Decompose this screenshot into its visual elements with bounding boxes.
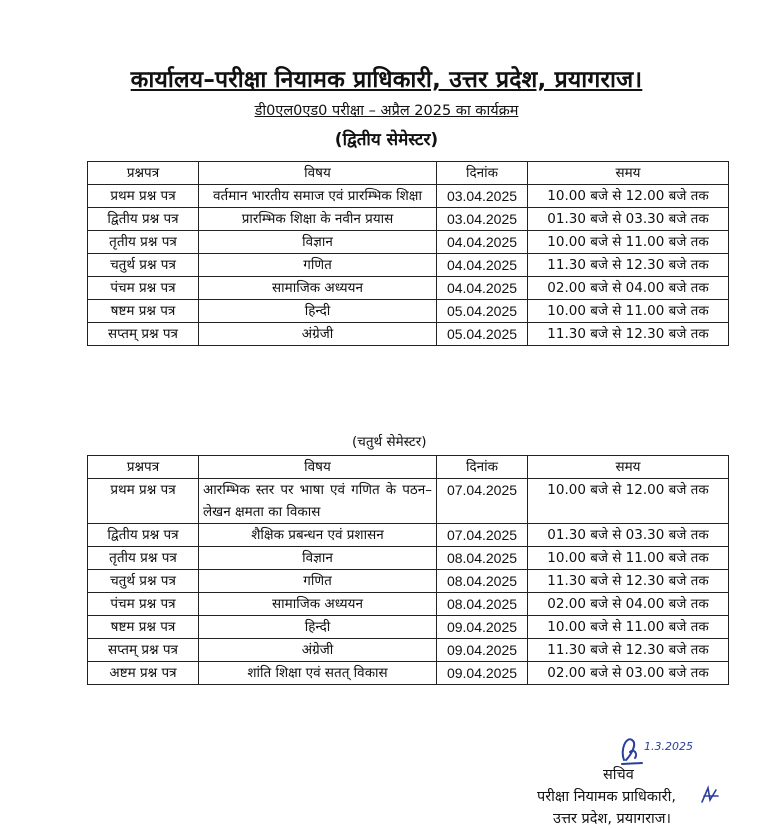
column-header-date: दिनांक: [437, 162, 528, 185]
date-cell: 07.04.2025: [437, 524, 528, 547]
schedule-table-fourth-semester: [87, 455, 729, 685]
time-cell: 10.00 बजे से 11.00 बजे तक: [528, 300, 729, 323]
subject-cell: विज्ञान: [199, 547, 437, 570]
table-row: [88, 570, 729, 593]
date-cell: 03.04.2025: [437, 208, 528, 231]
time-cell: 02.00 बजे से 03.00 बजे तक: [528, 662, 729, 685]
subject-cell: अंग्रेजी: [199, 323, 437, 346]
date-cell: 09.04.2025: [437, 662, 528, 685]
table-row: [88, 639, 729, 662]
column-header-subject: विषय: [199, 162, 437, 185]
signature-date: 1.3.2025: [644, 740, 693, 753]
time-cell: 01.30 बजे से 03.30 बजे तक: [528, 208, 729, 231]
authority-line-2: उत्तर प्रदेश, प्रयागराज।: [553, 811, 672, 827]
time-cell: 11.30 बजे से 12.30 बजे तक: [528, 639, 729, 662]
time-cell: 10.00 बजे से 11.00 बजे तक: [528, 547, 729, 570]
semester-heading-second: (द्वितीय सेमेस्टर): [334, 130, 439, 150]
office-title: कार्यालय–परीक्षा नियामक प्राधिकारी, उत्तर प्रदेश, प्रयागराज।: [130, 67, 643, 93]
time-cell: 11.30 बजे से 12.30 बजे तक: [528, 323, 729, 346]
column-header-paper: प्रश्नपत्र: [88, 456, 199, 479]
table-row: [88, 300, 729, 323]
subject-cell: हिन्दी: [199, 616, 437, 639]
table-row: [88, 616, 729, 639]
paper-cell: प्रथम प्रश्न पत्र: [88, 479, 199, 524]
column-header-time: समय: [528, 456, 729, 479]
subject-cell: शांति शिक्षा एवं सतत् विकास: [199, 662, 437, 685]
time-cell: 11.30 बजे से 12.30 बजे तक: [528, 570, 729, 593]
table-row: [88, 547, 729, 570]
paper-cell: चतुर्थ प्रश्न पत्र: [88, 254, 199, 277]
paper-cell: चतुर्थ प्रश्न पत्र: [88, 570, 199, 593]
paper-cell: सप्तम् प्रश्न पत्र: [88, 639, 199, 662]
table-row: [88, 479, 729, 524]
date-cell: 08.04.2025: [437, 593, 528, 616]
schedule-table-second-semester: [87, 161, 729, 346]
paper-cell: षष्टम प्रश्न पत्र: [88, 300, 199, 323]
table-row: [88, 208, 729, 231]
table-header-row: [88, 456, 729, 479]
time-cell: 01.30 बजे से 03.30 बजे तक: [528, 524, 729, 547]
paper-cell: पंचम प्रश्न पत्र: [88, 593, 199, 616]
table-row: [88, 185, 729, 208]
table-row: [88, 277, 729, 300]
paper-cell: तृतीय प्रश्न पत्र: [88, 547, 199, 570]
subject-cell: गणित: [199, 570, 437, 593]
subject-cell: हिन्दी: [199, 300, 437, 323]
subject-cell: विज्ञान: [199, 231, 437, 254]
time-cell: 02.00 बजे से 04.00 बजे तक: [528, 593, 729, 616]
table-row: [88, 662, 729, 685]
table-row: [88, 254, 729, 277]
column-header-subject: विषय: [199, 456, 437, 479]
table-header-row: [88, 162, 729, 185]
paper-cell: अष्टम प्रश्न पत्र: [88, 662, 199, 685]
table-row: [88, 231, 729, 254]
authority-line-1: परीक्षा नियामक प्राधिकारी,: [537, 789, 676, 805]
table-row: [88, 593, 729, 616]
time-cell: 11.30 बजे से 12.30 बजे तक: [528, 254, 729, 277]
date-cell: 08.04.2025: [437, 570, 528, 593]
table-row: [88, 524, 729, 547]
date-cell: 09.04.2025: [437, 639, 528, 662]
time-cell: 10.00 बजे से 12.00 बजे तक: [528, 185, 729, 208]
column-header-paper: प्रश्नपत्र: [88, 162, 199, 185]
subject-cell: आरम्भिक स्तर पर भाषा एवं गणित के पठन–लेखन क्षमता का विकास: [199, 479, 437, 524]
date-cell: 05.04.2025: [437, 300, 528, 323]
date-cell: 08.04.2025: [437, 547, 528, 570]
exam-schedule-subtitle: डी0एल0एड0 परीक्षा – अप्रैल 2025 का कार्यक्रम: [254, 103, 519, 119]
column-header-time: समय: [528, 162, 729, 185]
date-cell: 07.04.2025: [437, 479, 528, 524]
time-cell: 10.00 बजे से 11.00 बजे तक: [528, 231, 729, 254]
subject-cell: शैक्षिक प्रबन्धन एवं प्रशासन: [199, 524, 437, 547]
paper-cell: प्रथम प्रश्न पत्र: [88, 185, 199, 208]
paper-cell: तृतीय प्रश्न पत्र: [88, 231, 199, 254]
paper-cell: सप्तम् प्रश्न पत्र: [88, 323, 199, 346]
paper-cell: द्वितीय प्रश्न पत्र: [88, 208, 199, 231]
time-cell: 10.00 बजे से 11.00 बजे तक: [528, 616, 729, 639]
paper-cell: षष्टम प्रश्न पत्र: [88, 616, 199, 639]
date-cell: 05.04.2025: [437, 323, 528, 346]
table-row: [88, 323, 729, 346]
subject-cell: सामाजिक अध्ययन: [199, 593, 437, 616]
designation-secretary: सचिव: [603, 767, 634, 783]
semester-heading-fourth: (चतुर्थ सेमेस्टर): [352, 434, 427, 450]
paper-cell: पंचम प्रश्न पत्र: [88, 277, 199, 300]
column-header-date: दिनांक: [437, 456, 528, 479]
time-cell: 10.00 बजे से 12.00 बजे तक: [528, 479, 729, 524]
date-cell: 04.04.2025: [437, 231, 528, 254]
date-cell: 09.04.2025: [437, 616, 528, 639]
subject-cell: गणित: [199, 254, 437, 277]
subject-cell: सामाजिक अध्ययन: [199, 277, 437, 300]
subject-cell: प्रारम्भिक शिक्षा के नवीन प्रयास: [199, 208, 437, 231]
initials-mark: [698, 782, 722, 808]
date-cell: 04.04.2025: [437, 254, 528, 277]
time-cell: 02.00 बजे से 04.00 बजे तक: [528, 277, 729, 300]
date-cell: 03.04.2025: [437, 185, 528, 208]
date-cell: 04.04.2025: [437, 277, 528, 300]
subject-cell: अंग्रेजी: [199, 639, 437, 662]
subject-cell: वर्तमान भारतीय समाज एवं प्रारम्भिक शिक्षा: [199, 185, 437, 208]
paper-cell: द्वितीय प्रश्न पत्र: [88, 524, 199, 547]
